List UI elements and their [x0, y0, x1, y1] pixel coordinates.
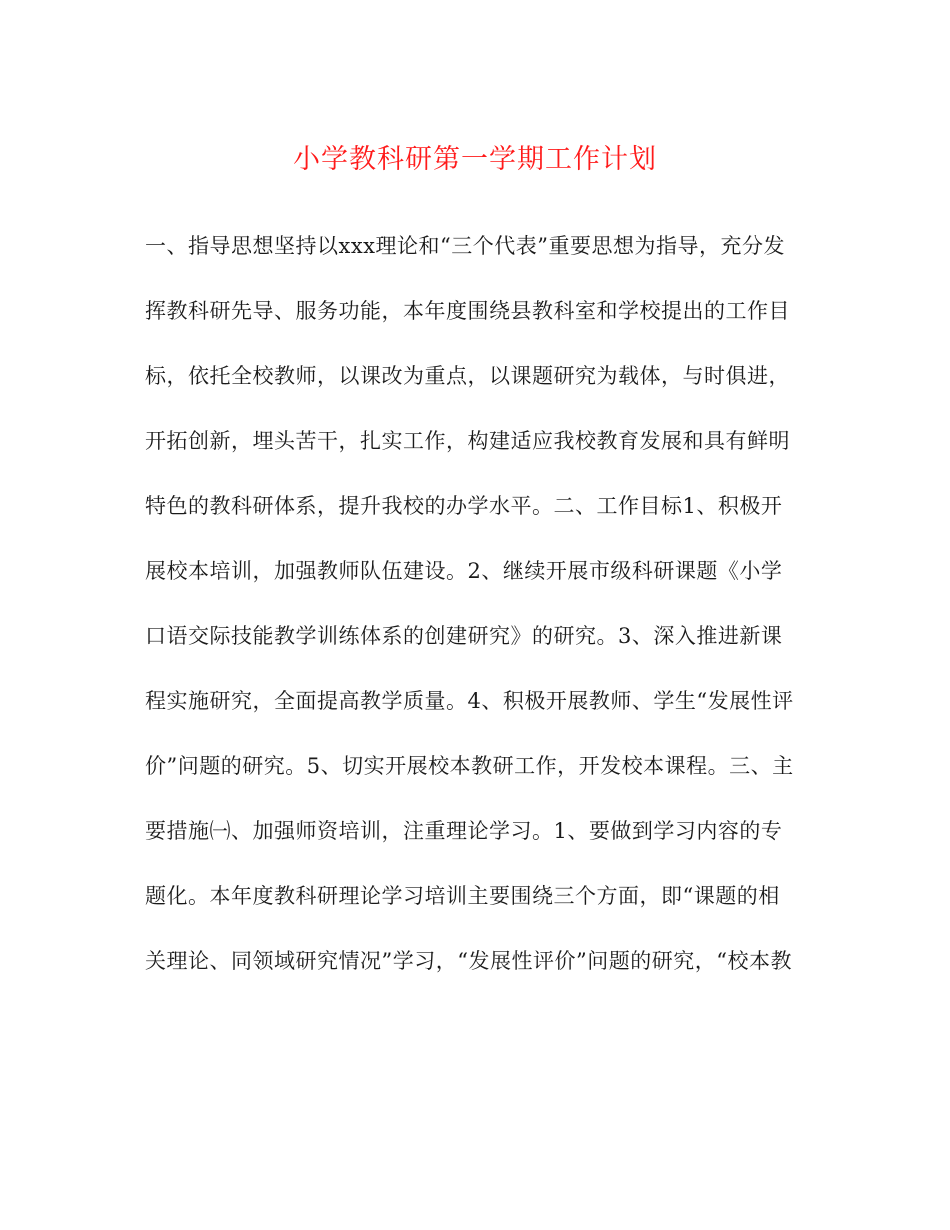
body-line: 开拓创新，埋头苦干，扎实工作，构建适应我校教育发展和具有鲜明: [145, 429, 790, 453]
body-line: 价”问题的研究。5、切实开展校本教研工作，开发校本课程。三、主: [145, 754, 794, 778]
body-line: 挥教科研先导、服务功能，本年度围绕县教科室和学校提出的工作目: [145, 299, 790, 323]
body-line: 标，依托全校教师，以课改为重点，以课题研究为载体，与时俱进，: [145, 364, 790, 388]
document-body: [145, 225, 805, 1005]
body-line: 展校本培训，加强教师队伍建设。2、继续开展市级科研课题《小学: [145, 559, 783, 583]
body-line: 程实施研究，全面提高教学质量。4、积极开展教师、学生“发展性评: [145, 689, 794, 713]
body-line: 一、指导思想坚持以xxx理论和“三个代表”重要思想为指导，充分发: [145, 234, 785, 258]
body-line: 关理论、同领域研究情况”学习，“发展性评价”问题的研究，“校本教: [145, 949, 792, 973]
body-line: 题化。本年度教科研理论学习培训主要围绕三个方面，即“课题的相: [145, 884, 780, 908]
document-title: 小学教科研第一学期工作计划: [293, 144, 657, 175]
body-line: 特色的教科研体系，提升我校的办学水平。二、工作目标1、积极开: [145, 494, 783, 518]
body-line: 口语交际技能教学训练体系的创建研究》的研究。3、深入推进新课: [145, 624, 783, 648]
body-line: 要措施㈠、加强师资培训，注重理论学习。1、要做到学习内容的专: [145, 819, 783, 843]
